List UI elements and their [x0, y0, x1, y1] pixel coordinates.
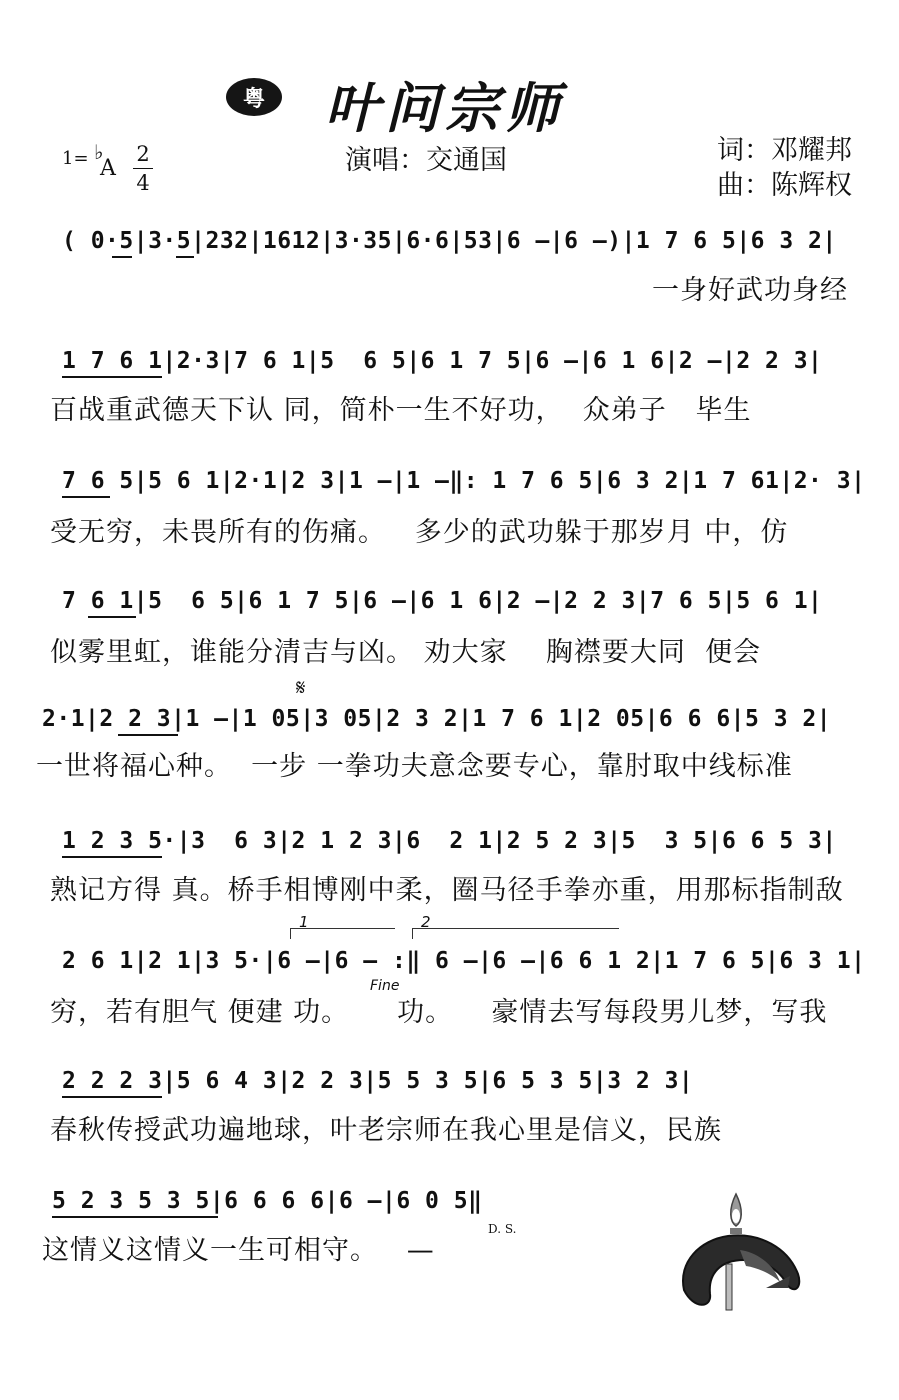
notation-line-1: ( 0·5|3·5|232|1612|3·35|6·6|53|6 –|6 –)|1 7 6 5|6 3 2|: [62, 228, 837, 254]
underline: [62, 856, 162, 858]
key-letter: A: [100, 156, 116, 181]
volta-1-number: 1: [299, 913, 309, 931]
composer-credit: 曲：陈辉权: [717, 170, 852, 201]
candle-dragon-icon: [670, 1190, 830, 1314]
lyricist-credit: 词：邓耀邦: [717, 135, 852, 166]
underline: [62, 376, 162, 378]
meter-line: [133, 168, 153, 169]
notation-line-4: 7 6 1|5 6 5|6 1 7 5|6 –|6 1 6|2 –|2 2 3|7 6 5|5 6 1|: [62, 588, 823, 614]
dal-segno-mark: D. S.: [488, 1222, 517, 1236]
underline: [176, 256, 194, 258]
underline: [52, 1216, 218, 1218]
lyric-line-3: 受无穷，未畏所有的伤痛。 多少的武功躲于那岁月 中，仿: [50, 517, 789, 548]
underline: [118, 734, 178, 736]
lyric-line-2: 百战重武德天下认 同，简朴一生不好功， 众弟子 毕生: [50, 395, 752, 426]
notation-line-2: 1 7 6 1|2·3|7 6 1|5 6 5|6 1 7 5|6 –|6 1 6|2 –|2 2 3|: [62, 348, 823, 374]
meter-top: 2: [136, 142, 150, 166]
volta-2-bracket: [412, 913, 619, 939]
volta-2-number: 2: [421, 913, 431, 931]
key-signature: [62, 140, 116, 181]
song-title: 叶问宗师: [325, 76, 565, 140]
meter-bottom: 4: [136, 171, 150, 195]
underline: [112, 256, 132, 258]
notation-line-9: 5 2 3 5 3 5|6 6 6 6|6 –|6 0 5‖: [52, 1188, 483, 1214]
singer-credit: 演唱：交通国: [345, 145, 507, 176]
notation-line-7: 2 6 1|2 1|3 5·|6 –|6 – :‖ 6 –|6 –|6 6 1 2|1 7 6 5|6 3 1|: [62, 948, 866, 974]
notation-line-6: 1 2 3 5·|3 6 3|2 1 2 3|6 2 1|2 5 2 3|5 3 5|6 6 5 3|: [62, 828, 837, 854]
underline: [88, 616, 136, 618]
notation-line-5: 2·1|2 2 3|1 –|1 05|3 05|2 3 2|1 7 6 1|2 05|6 6 6|5 3 2|: [42, 706, 832, 732]
underline: [62, 1096, 162, 1098]
region-badge: 粤: [226, 78, 282, 116]
notation-line-8: 2 2 2 3|5 6 4 3|2 2 3|5 5 3 5|6 5 3 5|3 2 3|: [62, 1068, 694, 1094]
lyric-line-6: 熟记方得 真。桥手相博刚中柔，圈马径手拳亦重，用那标指制敌: [50, 875, 844, 906]
lyric-line-1: 一身好武功身经: [652, 275, 848, 306]
key-prefix: 1=: [62, 148, 89, 169]
lyric-line-8: 春秋传授武功遍地球，叶老宗师在我心里是信义，民族: [50, 1115, 722, 1146]
lyric-line-9: 这情义这情义一生可相守。 —: [42, 1235, 435, 1266]
segno-sign: 𝄋: [296, 676, 306, 701]
flat-sign: ♭: [94, 140, 104, 164]
fine-mark: Fine: [370, 978, 400, 994]
lyric-line-7: 穷，若有胆气 便建 功。 功。 豪情去写每段男儿梦，写我: [50, 997, 828, 1028]
lyric-line-5: 一世将福心种。 一步 一拳功夫意念要专心，靠肘取中线标准: [36, 751, 793, 782]
lyric-line-4: 似雾里虹，谁能分清吉与凶。 劝大家 胸襟要大同 便会: [50, 637, 762, 668]
volta-1-bracket: [290, 913, 395, 939]
notation-line-3: 7 6 5|5 6 1|2·1|2 3|1 –|1 –‖: 1 7 6 5|6 3 2|1 7 61|2· 3|: [62, 468, 866, 494]
underline: [62, 496, 110, 498]
time-signature: [133, 142, 153, 195]
